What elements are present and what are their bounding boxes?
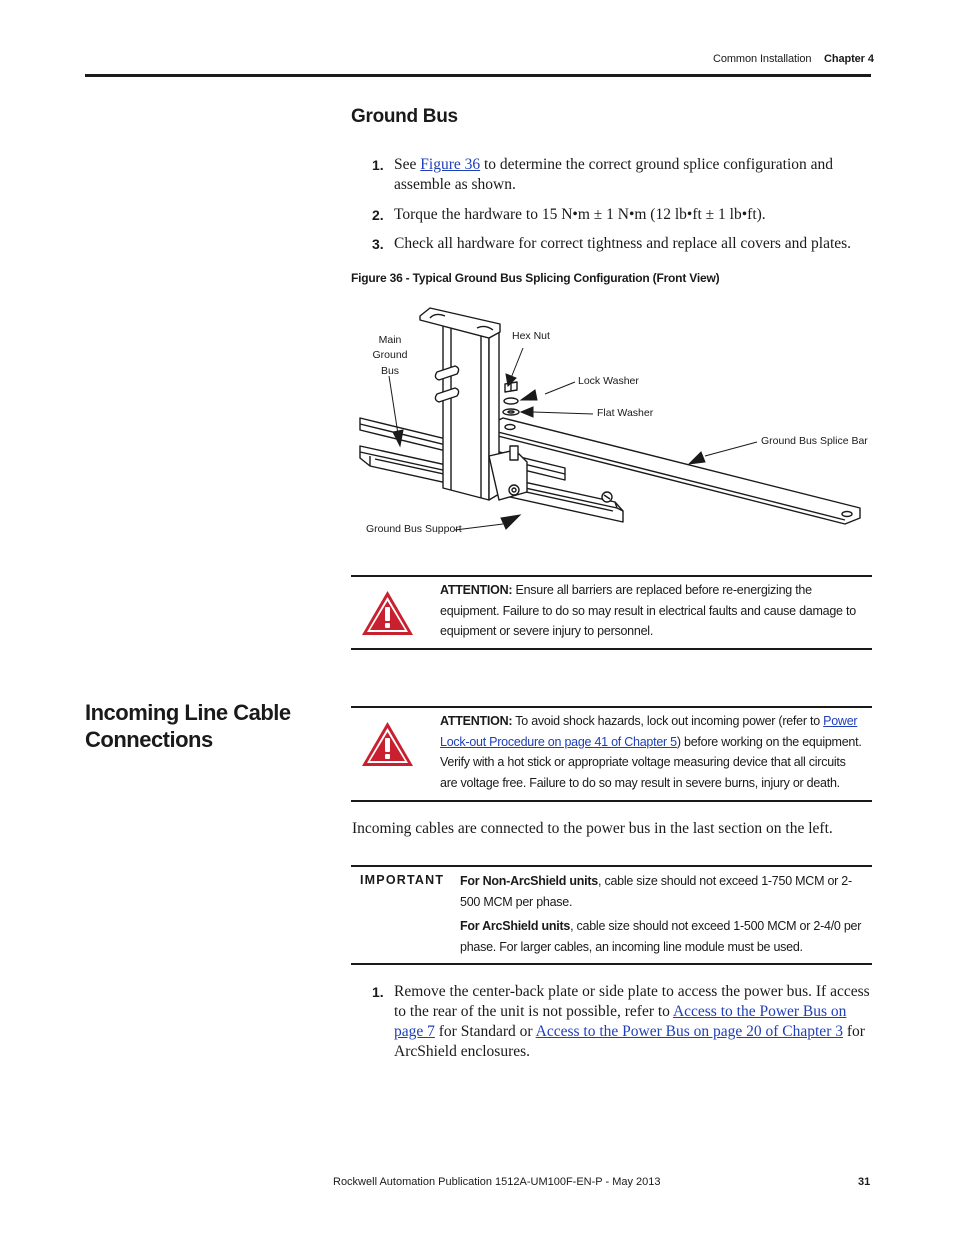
header-chapter: Chapter 4 [824,53,874,65]
important-label: IMPORTANT [360,873,445,887]
step-text: See Figure 36 to determine the correct ground splice configuration and assemble as shown. [394,156,834,193]
important-text-non-arcshield: For Non-ArcShield units, cable size should not exceed 1-750 MCM or 2-500 MCM per phase. [460,874,852,909]
footer-publication: Rockwell Automation Publication 1512A-UM100F-EN-P - May 2013 [333,1176,661,1188]
page-number: 31 [858,1176,871,1188]
svg-text:Bus: Bus [380,365,400,377]
hardware-stack [503,382,519,415]
label-flat-washer: Flat Washer [597,407,654,419]
incoming-heading: Incoming Line Cable Connections [85,700,291,752]
access-power-bus-page20-link[interactable]: Access to the Power Bus on page 20 of Chapter 3 [535,1023,843,1040]
access-power-bus-page7-link[interactable]: Access to the Power Bus on page 7 [394,1003,847,1040]
lockout-procedure-link[interactable]: Power Lock-out Procedure on page 41 of Chapter 5 [440,714,858,749]
ground-bus-step-1 [372,155,872,197]
warning-triangle-icon [360,720,415,768]
svg-text:Ground: Ground [372,349,408,361]
step-number: 1. [372,157,384,173]
attention-box-bottom-rule [351,648,872,650]
label-main-ground-bus: Main [378,334,402,346]
attention-box-top-rule [351,706,872,708]
important-box-top-rule [351,865,872,867]
step-text: Remove the center-back plate or side plate to access the power bus. If access to the rear of the unit is not possible, refer to Access to the Power Bus on page 7 for Standard or Access to the Power Bus on page 20 of Chapter 3 for ArcShield enclosures. [394,983,870,1060]
attention-box-bottom-rule [351,800,872,802]
incoming-step-1 [372,982,872,1066]
ground-bus-heading: Ground Bus [351,106,458,127]
figure-36-link[interactable]: Figure 36 [420,156,481,173]
important-box-bottom-rule [351,963,872,965]
step-number: 2. [372,207,384,223]
step-text: Torque the hardware to 15 N•m ± 1 N•m (12 lb•ft ± 1 lb•ft). [394,206,766,223]
warning-triangle-icon [360,589,415,637]
label-ground-bus-support: Ground Bus Support [366,523,462,535]
step-number: 1. [372,984,384,1000]
attention-text-barriers: ATTENTION: Ensure all barriers are replaced before re-energizing the equipment. Failure to do so may result in electrical faults and cause damage to equipment or severe injury to personnel. [440,583,856,638]
header-rule [85,74,871,77]
attention-text-shock: ATTENTION: To avoid shock hazards, lock out incoming power (refer to Power Lock-out Procedure on page 41 of Chapter 5) before working on the equipment. Verify with a hot stick or appropriate voltage measuring device that all circuits are voltage free. Failure to do so may result in severe burns, injury or death. [440,714,862,790]
label-splice-bar: Ground Bus Splice Bar [761,435,868,447]
step-number: 3. [372,236,384,252]
ground-bus-step-3 [372,234,872,256]
incoming-intro: Incoming cables are connected to the power bus in the last section on the left. [352,820,833,837]
ground-bus-step-2 [372,205,872,227]
header-section: Common Installation [713,53,812,65]
figure-caption: Figure 36 - Typical Ground Bus Splicing Configuration (Front View) [351,271,720,285]
important-text-arcshield: For ArcShield units, cable size should not exceed 1-500 MCM or 2-4/0 per phase. For larger cables, an incoming line module must be used. [460,919,862,954]
label-lock-washer: Lock Washer [578,375,639,387]
ground-bus-diagram [355,296,870,546]
label-hex-nut: Hex Nut [512,330,550,342]
step-text: Check all hardware for correct tightness and replace all covers and plates. [394,235,852,252]
attention-box-top-rule [351,575,872,577]
